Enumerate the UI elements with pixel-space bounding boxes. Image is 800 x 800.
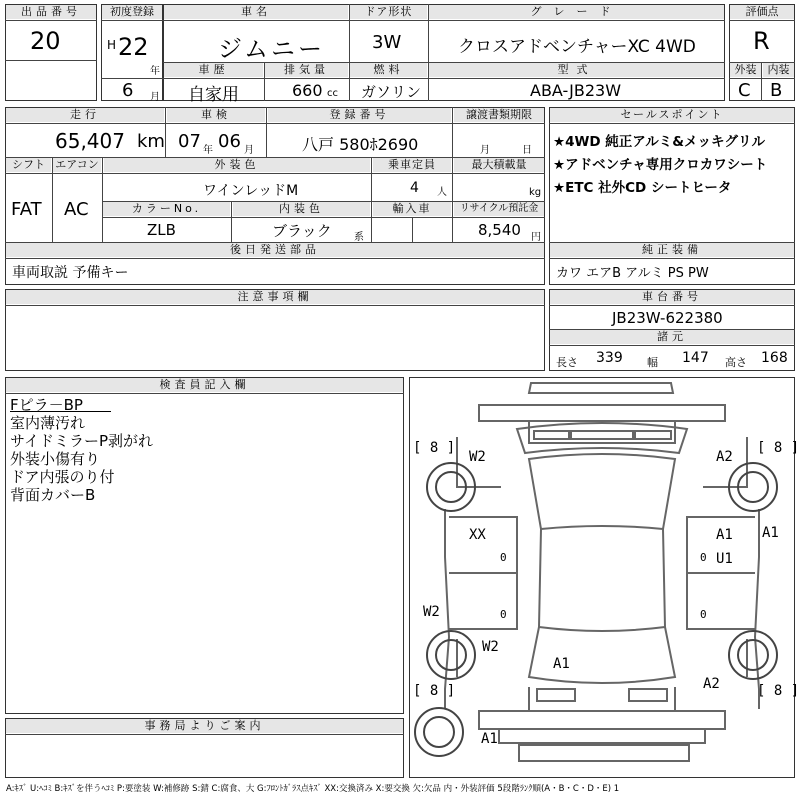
sales-points-header: セールスポイント: [550, 108, 794, 122]
ext-color: ワインレッドM: [203, 183, 299, 199]
chassis-number: JB23W-622380: [612, 309, 723, 327]
inspector-note-4: 外装小傷有り: [10, 450, 101, 468]
max-load-header: 最大積載量: [454, 158, 544, 172]
height-label: 高さ: [725, 356, 747, 369]
zero-mark-3: 0: [700, 551, 707, 564]
sales-point-2: ★アドベンチャ専用クロカワシート: [553, 157, 768, 173]
chassis-header: 車台番号: [550, 290, 794, 304]
rear-right-fender-mark: A2: [703, 676, 720, 692]
door-type: 3W: [372, 32, 402, 53]
fuel-header: 燃料: [350, 63, 427, 77]
front-right-fender-mark: A2: [716, 449, 733, 465]
year-unit: 年: [150, 66, 160, 77]
first-reg-year: 22: [118, 33, 149, 61]
displacement-header: 排気量: [265, 63, 348, 77]
sales-point-1: ★4WD 純正アルミ&メッキグリル: [553, 134, 766, 150]
rear-center-mark: A1: [553, 656, 570, 672]
model-code: ABA-JB23W: [530, 81, 622, 100]
color-no-header: カラーNo.: [103, 202, 230, 216]
max-load-unit: kg: [529, 187, 542, 198]
sales-point-3: ★ETC 社外CD シートヒータ: [553, 180, 732, 196]
score-header: 評価点: [730, 5, 794, 19]
era-letter: H: [107, 38, 117, 52]
inspector-note-2: 室内薄汚れ: [10, 414, 86, 432]
recycle-amount: 8,540: [478, 221, 521, 239]
first-reg-header: 初度登録: [102, 5, 162, 19]
car-name-header: 車名: [164, 5, 348, 19]
capacity: 4: [410, 180, 419, 196]
transfer-month-unit: 月: [480, 145, 490, 156]
history-header: 車歴: [164, 63, 263, 77]
legend-text: A:ｷｽﾞ U:ﾍｺﾐ B:ｷｽﾞを伴うﾍｺﾐ P:要塗装 W:補修跡 S:錆 C:腐食、大 G:ﾌﾛﾝﾄｶﾞﾗｽ点ｷｽﾞ XX:交換済み X:要交換 欠:欠品 内・外装評価 5段階ﾗﾝｸ順(A・B・C・D・E) 1: [6, 784, 620, 794]
later-parts: 車両取説 予備キー: [12, 265, 129, 281]
length-label: 長さ: [556, 356, 578, 369]
score: R: [753, 27, 770, 55]
mileage-unit: km: [137, 131, 165, 152]
width-label: 幅: [647, 356, 658, 369]
recycle-header: リサイクル預託金: [454, 202, 544, 216]
right-side-mark: A1: [762, 525, 779, 541]
car-history: 自家用: [188, 85, 239, 105]
front-right-tire-mark: [ 8 ]: [757, 440, 800, 456]
right-front-door-mark: A1: [716, 527, 733, 543]
height-value: 168: [761, 350, 788, 366]
specs-header: 諸元: [550, 330, 794, 344]
exterior-header: 外装: [730, 63, 761, 77]
front-left-tire-mark: [ 8 ]: [413, 440, 456, 456]
inspection-month: 06: [218, 131, 241, 152]
recycle-unit: 円: [531, 232, 541, 243]
month-unit: 月: [150, 92, 160, 103]
car-name: ジムニー: [218, 35, 326, 63]
lot-number-header: 出品番号: [6, 5, 96, 19]
displacement: 660: [292, 81, 323, 100]
aircon: AC: [64, 199, 89, 220]
inspector-note-6: 背面カバーB: [10, 486, 96, 504]
zero-mark-2: 0: [500, 608, 507, 621]
interior-score: B: [770, 80, 783, 101]
spare-tire-mark: A1: [481, 731, 498, 747]
transfer-doc-header: 譲渡書類期限: [454, 108, 544, 122]
rear-left-fender-mark: W2: [482, 639, 499, 655]
zero-mark-4: 0: [700, 608, 707, 621]
rear-right-tire-mark: [ 8 ]: [757, 683, 800, 699]
grade: クロスアドベンチャーXC 4WD: [458, 37, 696, 57]
zero-mark-1: 0: [500, 551, 507, 564]
inspector-header: 検査員記入欄: [6, 378, 403, 392]
model-header: 型式: [429, 63, 724, 77]
inspection-month-unit: 月: [244, 145, 254, 156]
inspector-note-1: Fピラ－BP: [10, 396, 83, 414]
capacity-unit: 人: [437, 187, 447, 198]
factory-equip-header: 純正装備: [550, 243, 794, 257]
front-left-fender-mark: W2: [469, 449, 486, 465]
displacement-unit: cc: [327, 88, 338, 99]
ext-color-header: 外装色: [104, 158, 370, 172]
grade-header: グレード: [429, 5, 724, 19]
int-color: ブラック: [272, 222, 332, 240]
import-header: 輸入車: [373, 202, 451, 216]
capacity-header: 乗車定員: [373, 158, 451, 172]
lot-number: 20: [30, 27, 61, 55]
color-no: ZLB: [147, 221, 176, 239]
notes-header: 注意事項欄: [6, 290, 544, 304]
inspection-header: 車検: [167, 108, 265, 122]
right-front-door-mark-2: U1: [716, 551, 733, 567]
left-front-door-mark: XX: [469, 527, 486, 543]
inspector-note-5: ドア内張のり付: [10, 468, 115, 486]
door-header: ドア形状: [350, 5, 427, 19]
later-parts-header: 後日発送部品: [6, 243, 544, 257]
length-value: 339: [596, 350, 623, 366]
car-diagram-outline: [409, 377, 795, 778]
width-value: 147: [682, 350, 709, 366]
shift: FAT: [11, 199, 42, 220]
inspection-year-unit: 年: [203, 145, 213, 156]
exterior-score: C: [738, 80, 751, 101]
mileage-header: 走行: [6, 108, 164, 122]
inspection-year: 07: [178, 131, 201, 152]
int-color-unit: 系: [354, 232, 364, 243]
fuel: ガソリン: [361, 83, 422, 101]
inspector-note-3: サイドミラーP剥がれ: [10, 432, 153, 450]
interior-header: 内装: [763, 63, 794, 77]
factory-equip: カワ エアB アルミ PS PW: [556, 266, 709, 281]
int-color-header: 内装色: [233, 202, 370, 216]
first-reg-month: 6: [122, 80, 134, 101]
plate-number: 八戸 580ﾎ2690: [302, 135, 419, 154]
transfer-day-unit: 日: [522, 145, 532, 156]
mileage: 65,407: [55, 129, 125, 153]
office-header: 事務局よりご案内: [6, 719, 403, 733]
aircon-header: エアコン: [53, 158, 101, 172]
rear-left-tire-mark: [ 8 ]: [413, 683, 456, 699]
plate-header: 登録番号: [268, 108, 451, 122]
left-rocker-mark: W2: [423, 604, 440, 620]
shift-header: シフト: [6, 158, 51, 172]
